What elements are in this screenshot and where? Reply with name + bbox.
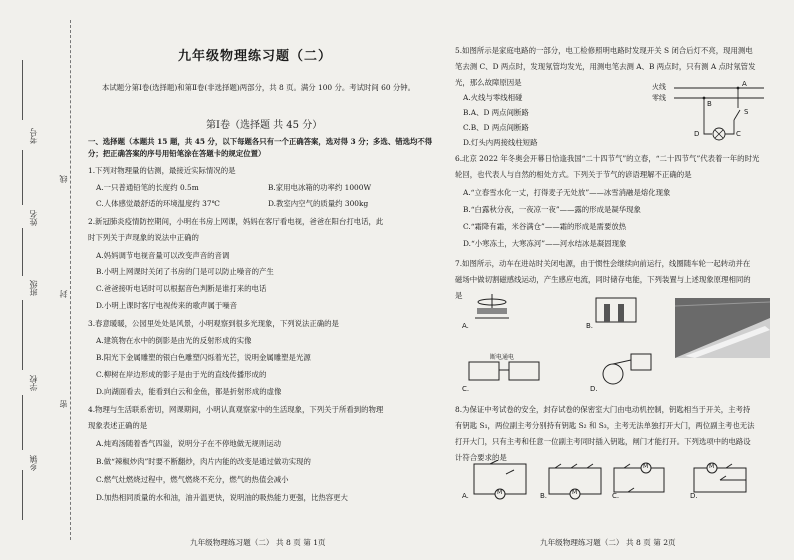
exam-no-label: 考号 <box>29 128 38 144</box>
q7-stem: 是 <box>455 291 463 300</box>
q3-option-d: D.向湖面看去，能看到白云和金鱼，都是折射形成的虚像 <box>96 387 282 396</box>
footer-page-1: 九年级物理练习题（二） 共 8 页 第 1页 <box>190 538 326 547</box>
q5-stem: 5.如图所示是家庭电路的一部分，电工检修照明电路时发现开关 S 闭合后灯不亮，现用测电 <box>455 46 753 55</box>
q7-stem: 7.如图所示，动车在进站时关闭电源，由于惯性会继续向前运行，线圈随车轮一起转动并在 <box>455 259 751 268</box>
q7-option-b-figure <box>590 290 645 330</box>
q8-option-a-circuit <box>470 460 532 500</box>
fill-line <box>22 228 23 276</box>
part-heading: 第Ⅰ卷（选择题 共 45 分） <box>206 120 323 131</box>
school-label: 学校 <box>29 375 38 391</box>
section-instructions: 一、选择题（本题共 15 题，共 45 分，以下每题各只有一个正确答案，选对得 3 分；多选、错选均不得分；把正确答案的序号用铅笔涂在答题卡的规定位置） <box>88 137 433 158</box>
q7-label-d: D. <box>590 385 598 393</box>
q8-option-d-circuit <box>690 458 752 498</box>
switch-motor-circuit <box>690 458 752 498</box>
q3-option-b: B.阳光下金属雕塑的银白色雕塑闪烁着光芒，说明金属雕塑是光源 <box>96 353 311 362</box>
q2-stem: 2.新冠肺炎疫情防控期间，小明在书房上网课，妈妈在客厅看电视，爸爸在阳台打电话，此 <box>88 217 384 226</box>
fill-line <box>22 150 23 205</box>
motor-label: M <box>643 463 649 470</box>
fill-line <box>22 60 23 120</box>
q7-label-c: C. <box>462 385 470 393</box>
point-b-label: B <box>707 100 712 108</box>
name-label: 姓名 <box>29 210 38 226</box>
switch-s-label: S <box>744 108 749 116</box>
point-a-label: A <box>742 80 747 88</box>
live-wire-label: 火线 <box>652 83 666 91</box>
household-circuit-diagram <box>652 80 767 142</box>
q8-label-d: D. <box>690 492 698 500</box>
q7-train-photo <box>675 298 770 358</box>
generator-apparatus <box>595 350 655 388</box>
q5-circuit-figure <box>652 80 767 142</box>
q8-option-b-circuit <box>545 460 607 500</box>
q7-option-a-figure <box>465 290 520 328</box>
footer-page-2: 九年级物理练习题（二） 共 8 页 第 2页 <box>540 538 676 547</box>
q8-label-a: A. <box>462 492 469 500</box>
q4-option-d: D.加热相同质量的水和油，油升温更快，说明油的吸热能力更强，比热容更大 <box>96 493 348 502</box>
q6-option-b: B.“白露秋分夜，一夜凉一夜”——露的形成是凝华现象 <box>463 205 641 214</box>
binding-margin <box>0 0 68 560</box>
motor-label: M <box>497 489 503 496</box>
exam-title: 九年级物理练习题（二） <box>178 49 333 64</box>
q3-option-c: C.柳树在岸边形成的影子是由于光的直线传播形成的 <box>96 370 267 379</box>
q5-option-b: B.A、D 两点间断路 <box>463 108 529 117</box>
neutral-wire-label: 零线 <box>652 94 666 102</box>
q6-stem: 轮回，也代表人与自然的相处方式。下列关于节气的谚语理解不正确的是 <box>455 170 692 179</box>
q8-label-c: C. <box>612 492 620 500</box>
q6-option-d: D.“小寒冻土，大寒冻河”——河水结冰是凝固现象 <box>463 239 627 248</box>
q5-option-d: D.灯头内两接线柱短路 <box>463 138 538 147</box>
q1-option-b: B.家用电冰箱的功率约 1000W <box>268 183 372 192</box>
q7-option-d-figure <box>595 350 655 388</box>
seal-line-char: 线 <box>59 175 68 183</box>
motor-label: M <box>572 489 578 496</box>
point-c-label: C <box>736 130 741 138</box>
fill-line <box>22 395 23 450</box>
point-d-label: D <box>694 130 700 138</box>
q6-stem: 6.北京 2022 年冬奥会开幕日恰逢我国“二十四节气”的立春，“二十四节气”代表着一年的时光 <box>455 154 760 163</box>
high-speed-train-image <box>675 298 770 358</box>
exam-note: 本试题分第Ⅰ卷(选择题)和第Ⅱ卷(非选择题)两部分，共 8 页。满分 100 分。考试时间 60 分钟。 <box>102 83 416 92</box>
q5-option-c: C.B、D 两点间断路 <box>463 123 529 132</box>
q4-stem: 现象表述正确的是 <box>88 421 148 430</box>
q5-option-a: A.火线与零线相碰 <box>463 93 523 102</box>
q6-option-c: C.“霜降有霜，米谷满仓”——霜的形成是需要放热 <box>463 222 627 231</box>
q1-option-a: A.一只普通铅笔的长度约 0.5m <box>96 183 199 192</box>
q2-option-a: A.妈妈调节电视音量可以改变声音的音调 <box>96 251 230 260</box>
motor-label: M <box>709 463 715 470</box>
q7-label-b: B. <box>586 322 594 330</box>
seal-line-char: 密 <box>59 400 68 408</box>
fill-line <box>22 470 23 520</box>
q5-stem: 光，那么故障原因是 <box>455 78 522 87</box>
q8-stem: 8.为保证中考试卷的安全，封存试卷的保密室大门由电动机控制，钥匙相当于开关，主考持 <box>455 405 751 414</box>
q3-stem: 3.春意暖暖，公园里处处是风景，小明观察到很多光现象，下列说法正确的是 <box>88 319 339 328</box>
q1-stem: 1.下列对物理量的估测，最接近实际情况的是 <box>88 166 236 175</box>
q2-option-c: C.爸爸接听电话时可以根据音色判断是谁打来的电话 <box>96 284 267 293</box>
fill-line <box>22 300 23 370</box>
q8-stem: 有钥匙 S₁，两位副主考分别持有钥匙 S₂ 和 S₃，主考无法单独打开大门，两位副主考也无法 <box>455 421 755 430</box>
q7-stem: 磁场中做切割磁感线运动，产生感应电流，同时储存电能，下列装置与上述现象原理相同的 <box>455 275 751 284</box>
q2-stem: 时下列关于声现象的说法中正确的 <box>88 233 199 242</box>
town-label: 乡镇 <box>29 455 38 471</box>
q2-option-b: B.小明上网课时关闭了书房的门是可以防止噪音的产生 <box>96 267 274 276</box>
q4-stem: 4.物理与生活联系密切，网课期间，小明认真观察家中的生活现象，下列关于所看到的物理 <box>88 405 384 414</box>
q1-option-c: C.人体感觉最舒适的环境温度约 37℃ <box>96 199 220 208</box>
q5-stem: 笔去测 C、D 两点时，发现氖管均发光，用测电笔去测 A、B 两点时，只有测 A 点时氖管发 <box>455 62 756 71</box>
seal-line-char: 封 <box>59 290 68 298</box>
q4-option-c: C.燃气灶燃烧过程中，燃气燃烧不充分，燃气的热值会减小 <box>96 475 289 484</box>
electromagnet-circuit <box>590 290 645 330</box>
class-label: 班级 <box>29 280 38 296</box>
q4-option-a: A.炖鸡汤随着香气四溢，说明分子在不停地做无规则运动 <box>96 439 282 448</box>
q4-option-b: B.做“辣椒炒肉”时要不断翻炒，肉片内能的改变是通过做功实现的 <box>96 457 311 466</box>
q8-label-b: B. <box>540 492 548 500</box>
magnet-wire-apparatus <box>465 290 520 328</box>
q1-option-d: D.教室内空气的质量约 300kg <box>268 199 369 208</box>
q8-stem: 打开大门，只有主考和任意一位副主考同时插入钥匙，闸门才能打开。下列选项中的电路设 <box>455 437 751 446</box>
q2-option-d: D.小明上课时客厅电视传来的歌声属于噪音 <box>96 301 238 310</box>
q7-label-a: A. <box>462 322 469 330</box>
q8-stem: 计符合要求的是 <box>455 453 507 462</box>
seal-dashed-line <box>70 20 71 540</box>
q3-option-a: A.建筑物在水中的倒影是由光的反射形成的实像 <box>96 336 252 345</box>
q7-c-caption: 断电通电 <box>490 354 515 361</box>
q6-option-a: A.“立春雪水化一丈，打得麦子无处放”——冰雪消融是熔化现象 <box>463 188 671 197</box>
